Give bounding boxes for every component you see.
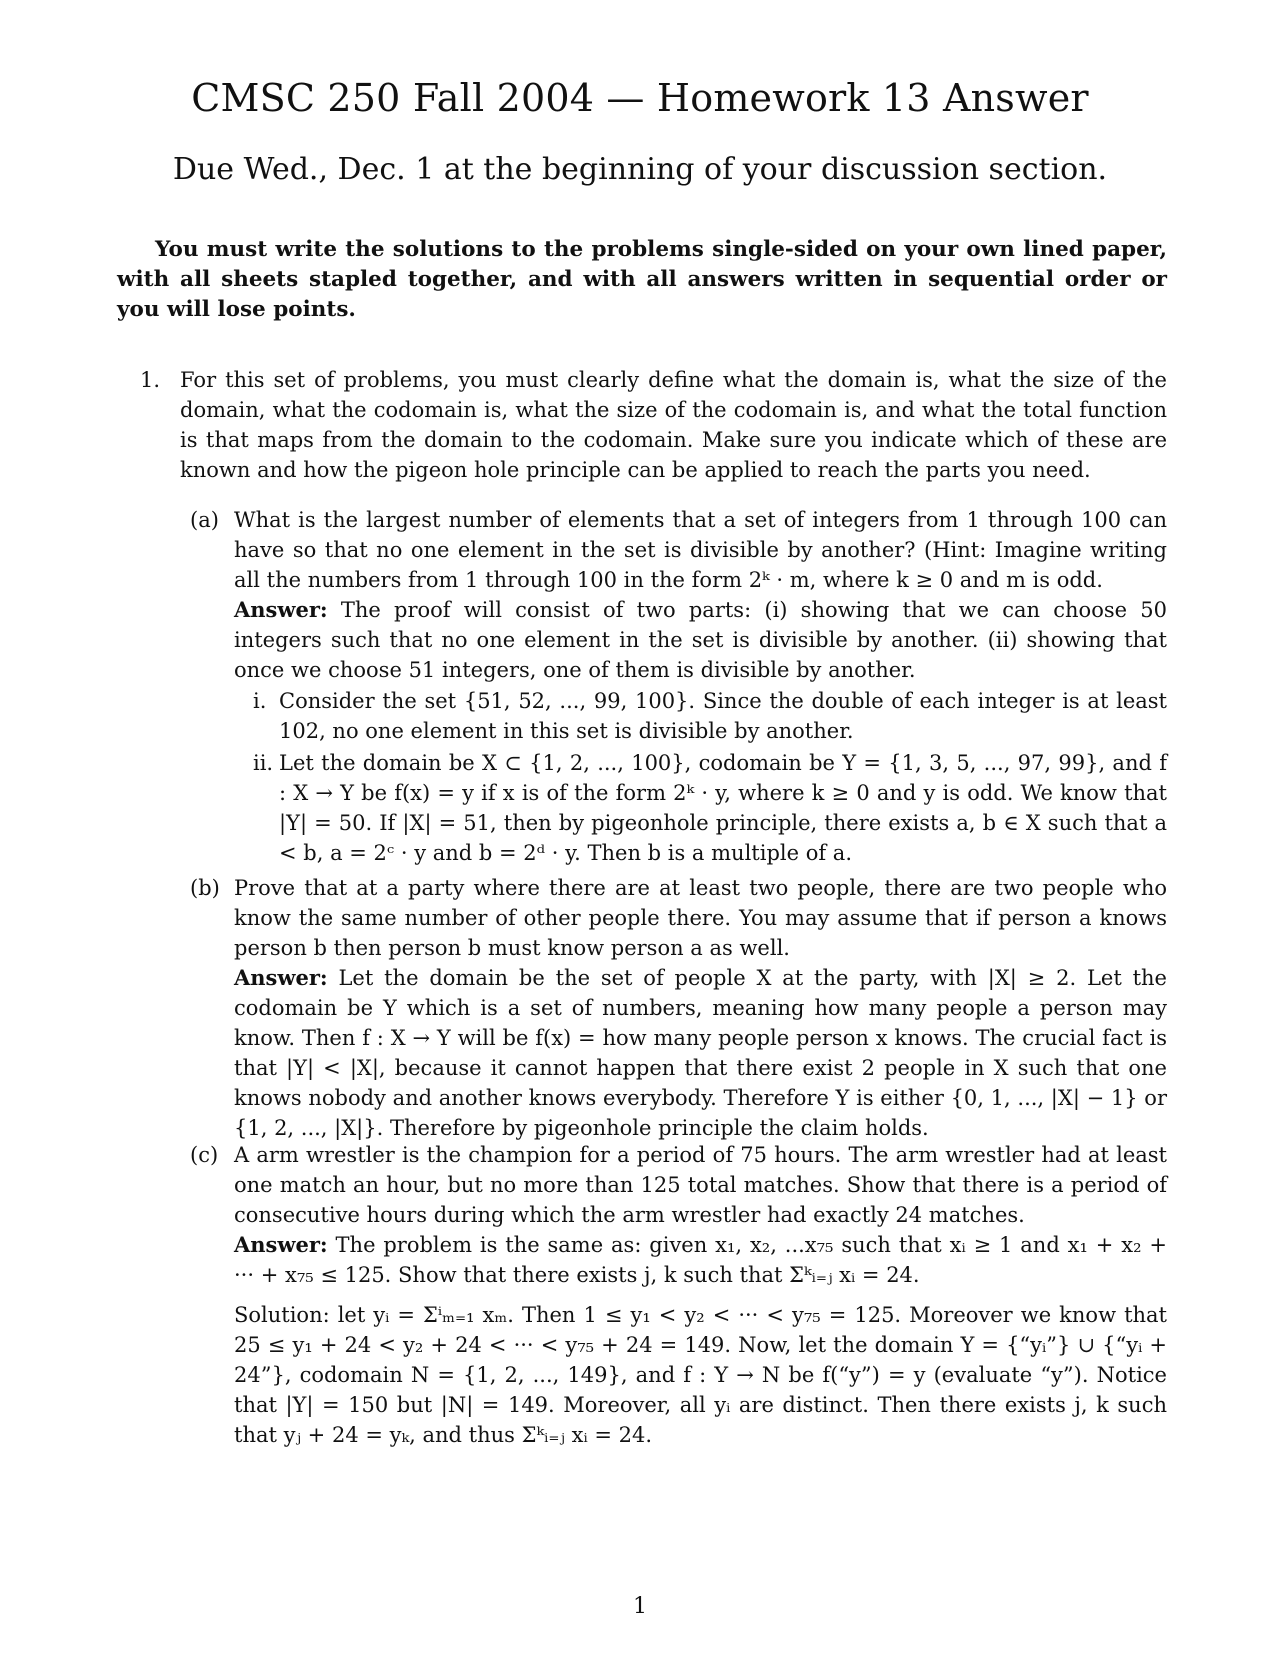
document-subtitle: Due Wed., Dec. 1 at the beginning of your discussion section. — [172, 152, 1108, 187]
answer-label: Answer: — [234, 965, 328, 990]
subpart-ii-label: ii. — [253, 751, 274, 775]
part-c-question: A arm wrestler is the champion for a period of 75 hours. The arm wrestler had at least one match an hour, but no more than 125 total matches. Show that there is a period of consecutive hours during which the arm wrestler had exactly 24 matches. — [234, 1143, 1167, 1227]
part-c — [190, 1140, 1167, 1450]
part-b-answer-text: Let the domain be the set of people X at the party, with |X| ≥ 2. Let the codomain be Y which is a set of numbers, meaning how many people a person may know. Then f : X → Y will be f(x) = how many people person x knows. The crucial fact is that |Y| < |X|, because it cannot happen that there exist 2 people in X such that one knows nobody and another knows everybody. Therefore Y is either {0, 1, ..., |X| − 1} or {1, 2, ..., |X|}. Therefore by pigeonhole principle the claim holds. — [234, 966, 1167, 1140]
problem-number: 1. — [140, 368, 161, 392]
part-c-label: (c) — [190, 1143, 219, 1167]
part-a-answer — [234, 595, 1167, 685]
part-b-answer — [234, 963, 1167, 1143]
part-b — [190, 873, 1167, 1143]
part-c-answer-text: The problem is the same as: given x₁, x₂, ...x₇₅ such that xᵢ ≥ 1 and x₁ + x₂ + ··· + x₇₅ ≤ 125. Show that there exists j, k such that Σᵏᵢ₌ⱼ xᵢ = 24. — [234, 1233, 1167, 1287]
part-a — [190, 505, 1167, 685]
page-number: 1 — [633, 1594, 647, 1619]
part-b-label: (b) — [190, 876, 220, 900]
answer-label: Answer: — [234, 1232, 328, 1257]
part-a-subpart-i — [253, 686, 1167, 746]
problem-1-intro — [140, 365, 1167, 485]
part-a-label: (a) — [190, 508, 219, 532]
part-c-solution: Solution: let yᵢ = Σⁱₘ₌₁ xₘ. Then 1 ≤ y₁ < y₂ < ··· < y₇₅ = 125. Moreover we know that 25 ≤ y₁ + 24 < y₂ + 24 < ··· < y₇₅ + 24 = 149. Now, let the domain Y = {“yᵢ”} ∪ {“yᵢ + 24”}, codomain N = {1, 2, ..., 149}, and f : Y → N be f(“y”) = y (evaluate “y”). Notice that |Y| = 150 but |N| = 149. Moreover, all yᵢ are distinct. Then there exists j, k such that yⱼ + 24 = yₖ, and thus Σᵏᵢ₌ⱼ xᵢ = 24. — [234, 1303, 1167, 1447]
part-a-subpart-ii — [253, 748, 1167, 868]
document-title: CMSC 250 Fall 2004 — Homework 13 Answer — [191, 76, 1089, 120]
subpart-ii-text: Let the domain be X ⊂ {1, 2, ..., 100}, codomain be Y = {1, 3, 5, ..., 97, 99}, and f : X → Y be f(x) = y if x is of the form 2ᵏ · y, where k ≥ 0 and y is odd. We know that |Y| = 50. If |X| = 51, then by pigeonhole principle, there exists a, b ∈ X such that a < b, a = 2ᶜ · y and b = 2ᵈ · y. Then b is a multiple of a. — [279, 751, 1167, 865]
part-b-question: Prove that at a party where there are at least two people, there are two people who know the same number of other people there. You may assume that if person a knows person b then person b must know person a as well. — [234, 876, 1167, 960]
submission-notice: You must write the solutions to the problems single-sided on your own lined paper, with all sheets stapled together, and with all answers written in sequential order or you will lose points. — [117, 237, 1167, 322]
part-c-answer — [234, 1230, 1167, 1290]
subpart-i-label: i. — [253, 689, 267, 713]
subpart-i-text: Consider the set {51, 52, ..., 99, 100}. Since the double of each integer is at least 102, no one element in this set is divisible by another. — [279, 689, 1167, 743]
problem-intro-text: For this set of problems, you must clearly define what the domain is, what the size of the domain, what the codomain is, what the size of the codomain is, and what the total function is that maps from the domain to the codomain. Make sure you indicate which of these are known and how the pigeon hole principle can be applied to reach the parts you need. — [180, 368, 1167, 482]
answer-label: Answer: — [234, 597, 328, 622]
part-a-question: What is the largest number of elements that a set of integers from 1 through 100 can have so that no one element in the set is divisible by another? (Hint: Imagine writing all the numbers from 1 through 100 in the form 2ᵏ · m, where k ≥ 0 and m is odd. — [234, 508, 1167, 592]
part-a-answer-text: The proof will consist of two parts: (i) showing that we can choose 50 integers such that no one element in the set is divisible by another. (ii) showing that once we choose 51 integers, one of them is divisible by another. — [234, 598, 1167, 682]
